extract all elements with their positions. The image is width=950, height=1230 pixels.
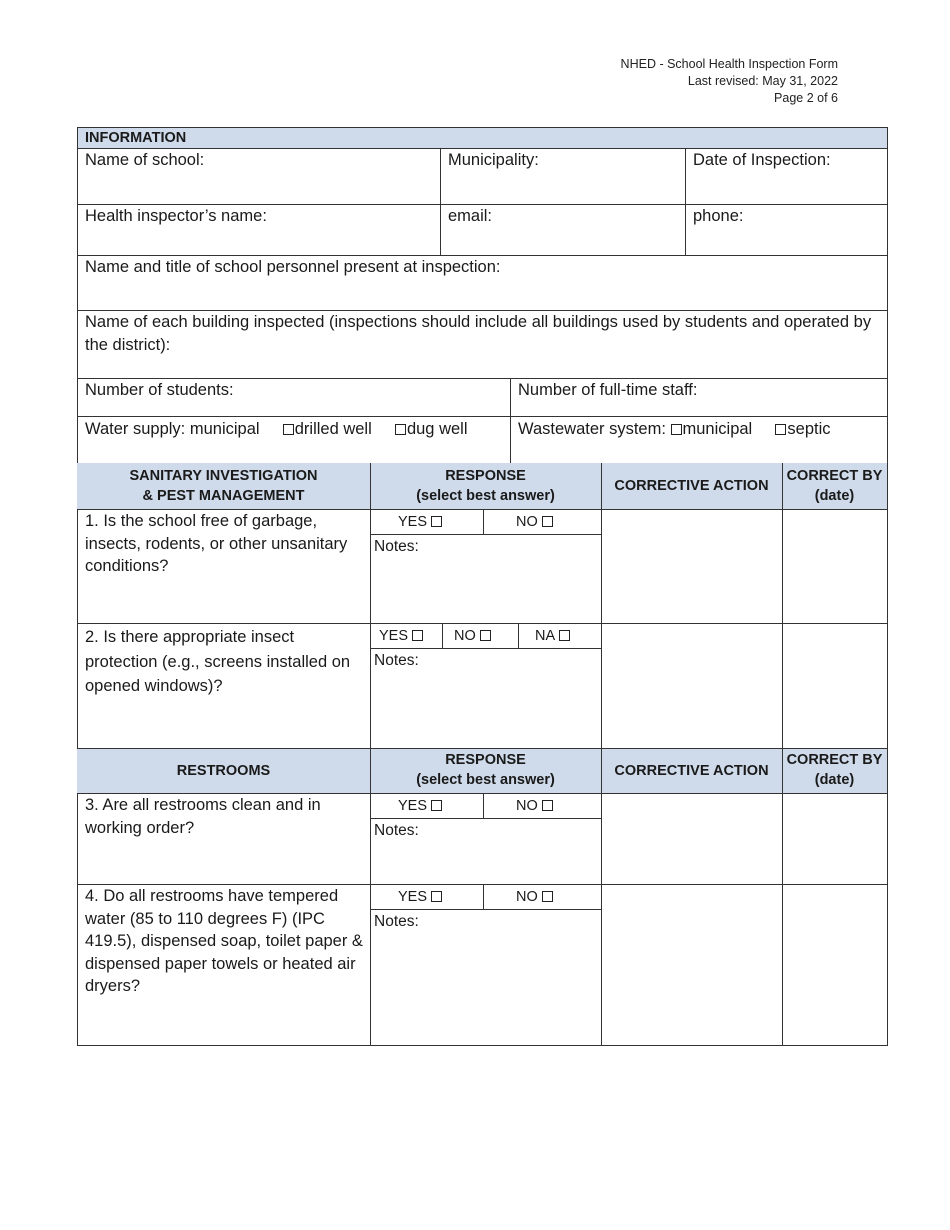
dug-well-label: dug well (406, 420, 468, 438)
q3-notes-label: Notes: (374, 822, 419, 839)
school-name-label: Name of school: (85, 151, 205, 169)
q4-no-checkbox[interactable] (542, 891, 553, 902)
wastewater-row (518, 418, 831, 441)
q4-notes-label: Notes: (374, 913, 419, 930)
q1-no-option[interactable]: NO (516, 512, 553, 532)
q1-yes-option[interactable]: YES (398, 512, 442, 532)
q3-no-checkbox[interactable] (542, 800, 553, 811)
q1-notes-label: Notes: (374, 538, 419, 555)
wastewater-municipal-label: municipal (682, 420, 753, 438)
q2-na-checkbox[interactable] (559, 630, 570, 641)
email-label: email: (448, 207, 493, 225)
sanitary-response-heading: RESPONSE (select best answer) (416, 468, 555, 504)
personnel-label: Name and title of school personnel present at inspection: (85, 258, 501, 276)
information-header-band (77, 127, 887, 148)
q1-no-checkbox[interactable] (542, 516, 553, 527)
inspector-name-label: Health inspector’s name: (85, 207, 267, 225)
sanitary-section-heading: SANITARY INVESTIGATION & PEST MANAGEMENT (129, 468, 318, 504)
sanitary-corrective-heading: CORRECTIVE ACTION (614, 478, 769, 494)
last-revised: Last revised: May 31, 2022 (687, 74, 838, 88)
q3-yes-option[interactable]: YES (398, 796, 442, 816)
question-3: 3. Are all restrooms clean and in working order? (85, 796, 321, 837)
water-supply-label: Water supply: municipal (85, 420, 260, 438)
question-4: 4. Do all restrooms have tempered water (85 to 110 degrees F) (IPC 419.5), dispensed soap, toilet paper & dispensed paper towels or heated air dryers? (85, 887, 363, 995)
page-header (621, 56, 838, 107)
q2-na-option[interactable]: NA (535, 626, 570, 646)
septic-checkbox[interactable] (775, 424, 786, 435)
restrooms-section-heading: RESTROOMS (176, 763, 271, 779)
q4-yes-option[interactable]: YES (398, 887, 442, 907)
q4-yes-checkbox[interactable] (431, 891, 442, 902)
q1-yes-checkbox[interactable] (431, 516, 442, 527)
information-title: INFORMATION (85, 130, 187, 146)
dug-well-checkbox[interactable] (395, 424, 406, 435)
staff-label: Number of full-time staff: (518, 381, 698, 399)
q3-no-option[interactable]: NO (516, 796, 553, 816)
form-title: NHED - School Health Inspection Form (620, 57, 838, 71)
municipality-label: Municipality: (448, 151, 539, 169)
q2-no-option[interactable]: NO (454, 626, 491, 646)
page-number: Page 2 of 6 (774, 91, 838, 105)
sanitary-correct-by-heading: CORRECT BY (date) (786, 468, 883, 504)
q2-notes-label: Notes: (374, 652, 419, 669)
restrooms-response-heading: RESPONSE (select best answer) (416, 752, 555, 788)
date-of-inspection-label: Date of Inspection: (693, 151, 831, 169)
q4-no-option[interactable]: NO (516, 887, 553, 907)
restrooms-corrective-heading: CORRECTIVE ACTION (614, 763, 769, 779)
buildings-label: Name of each building inspected (inspections should include all buildings used by students and operated by the district): (85, 313, 872, 354)
question-1: 1. Is the school free of garbage, insects, rodents, or other unsanitary conditions? (85, 512, 348, 575)
q3-yes-checkbox[interactable] (431, 800, 442, 811)
q2-yes-option[interactable]: YES (379, 626, 423, 646)
wastewater-label: Wastewater system: (518, 420, 671, 438)
q2-no-checkbox[interactable] (480, 630, 491, 641)
question-2: 2. Is there appropriate insect protection (e.g., screens installed on opened windows)? (85, 628, 351, 695)
wastewater-municipal-checkbox[interactable] (671, 424, 682, 435)
restrooms-correct-by-heading: CORRECT BY (date) (786, 752, 883, 788)
q2-yes-checkbox[interactable] (412, 630, 423, 641)
drilled-well-checkbox[interactable] (283, 424, 294, 435)
water-supply-row (85, 418, 468, 441)
phone-label: phone: (693, 207, 744, 225)
drilled-well-label: drilled well (294, 420, 372, 438)
septic-label: septic (787, 420, 831, 438)
students-label: Number of students: (85, 381, 234, 399)
